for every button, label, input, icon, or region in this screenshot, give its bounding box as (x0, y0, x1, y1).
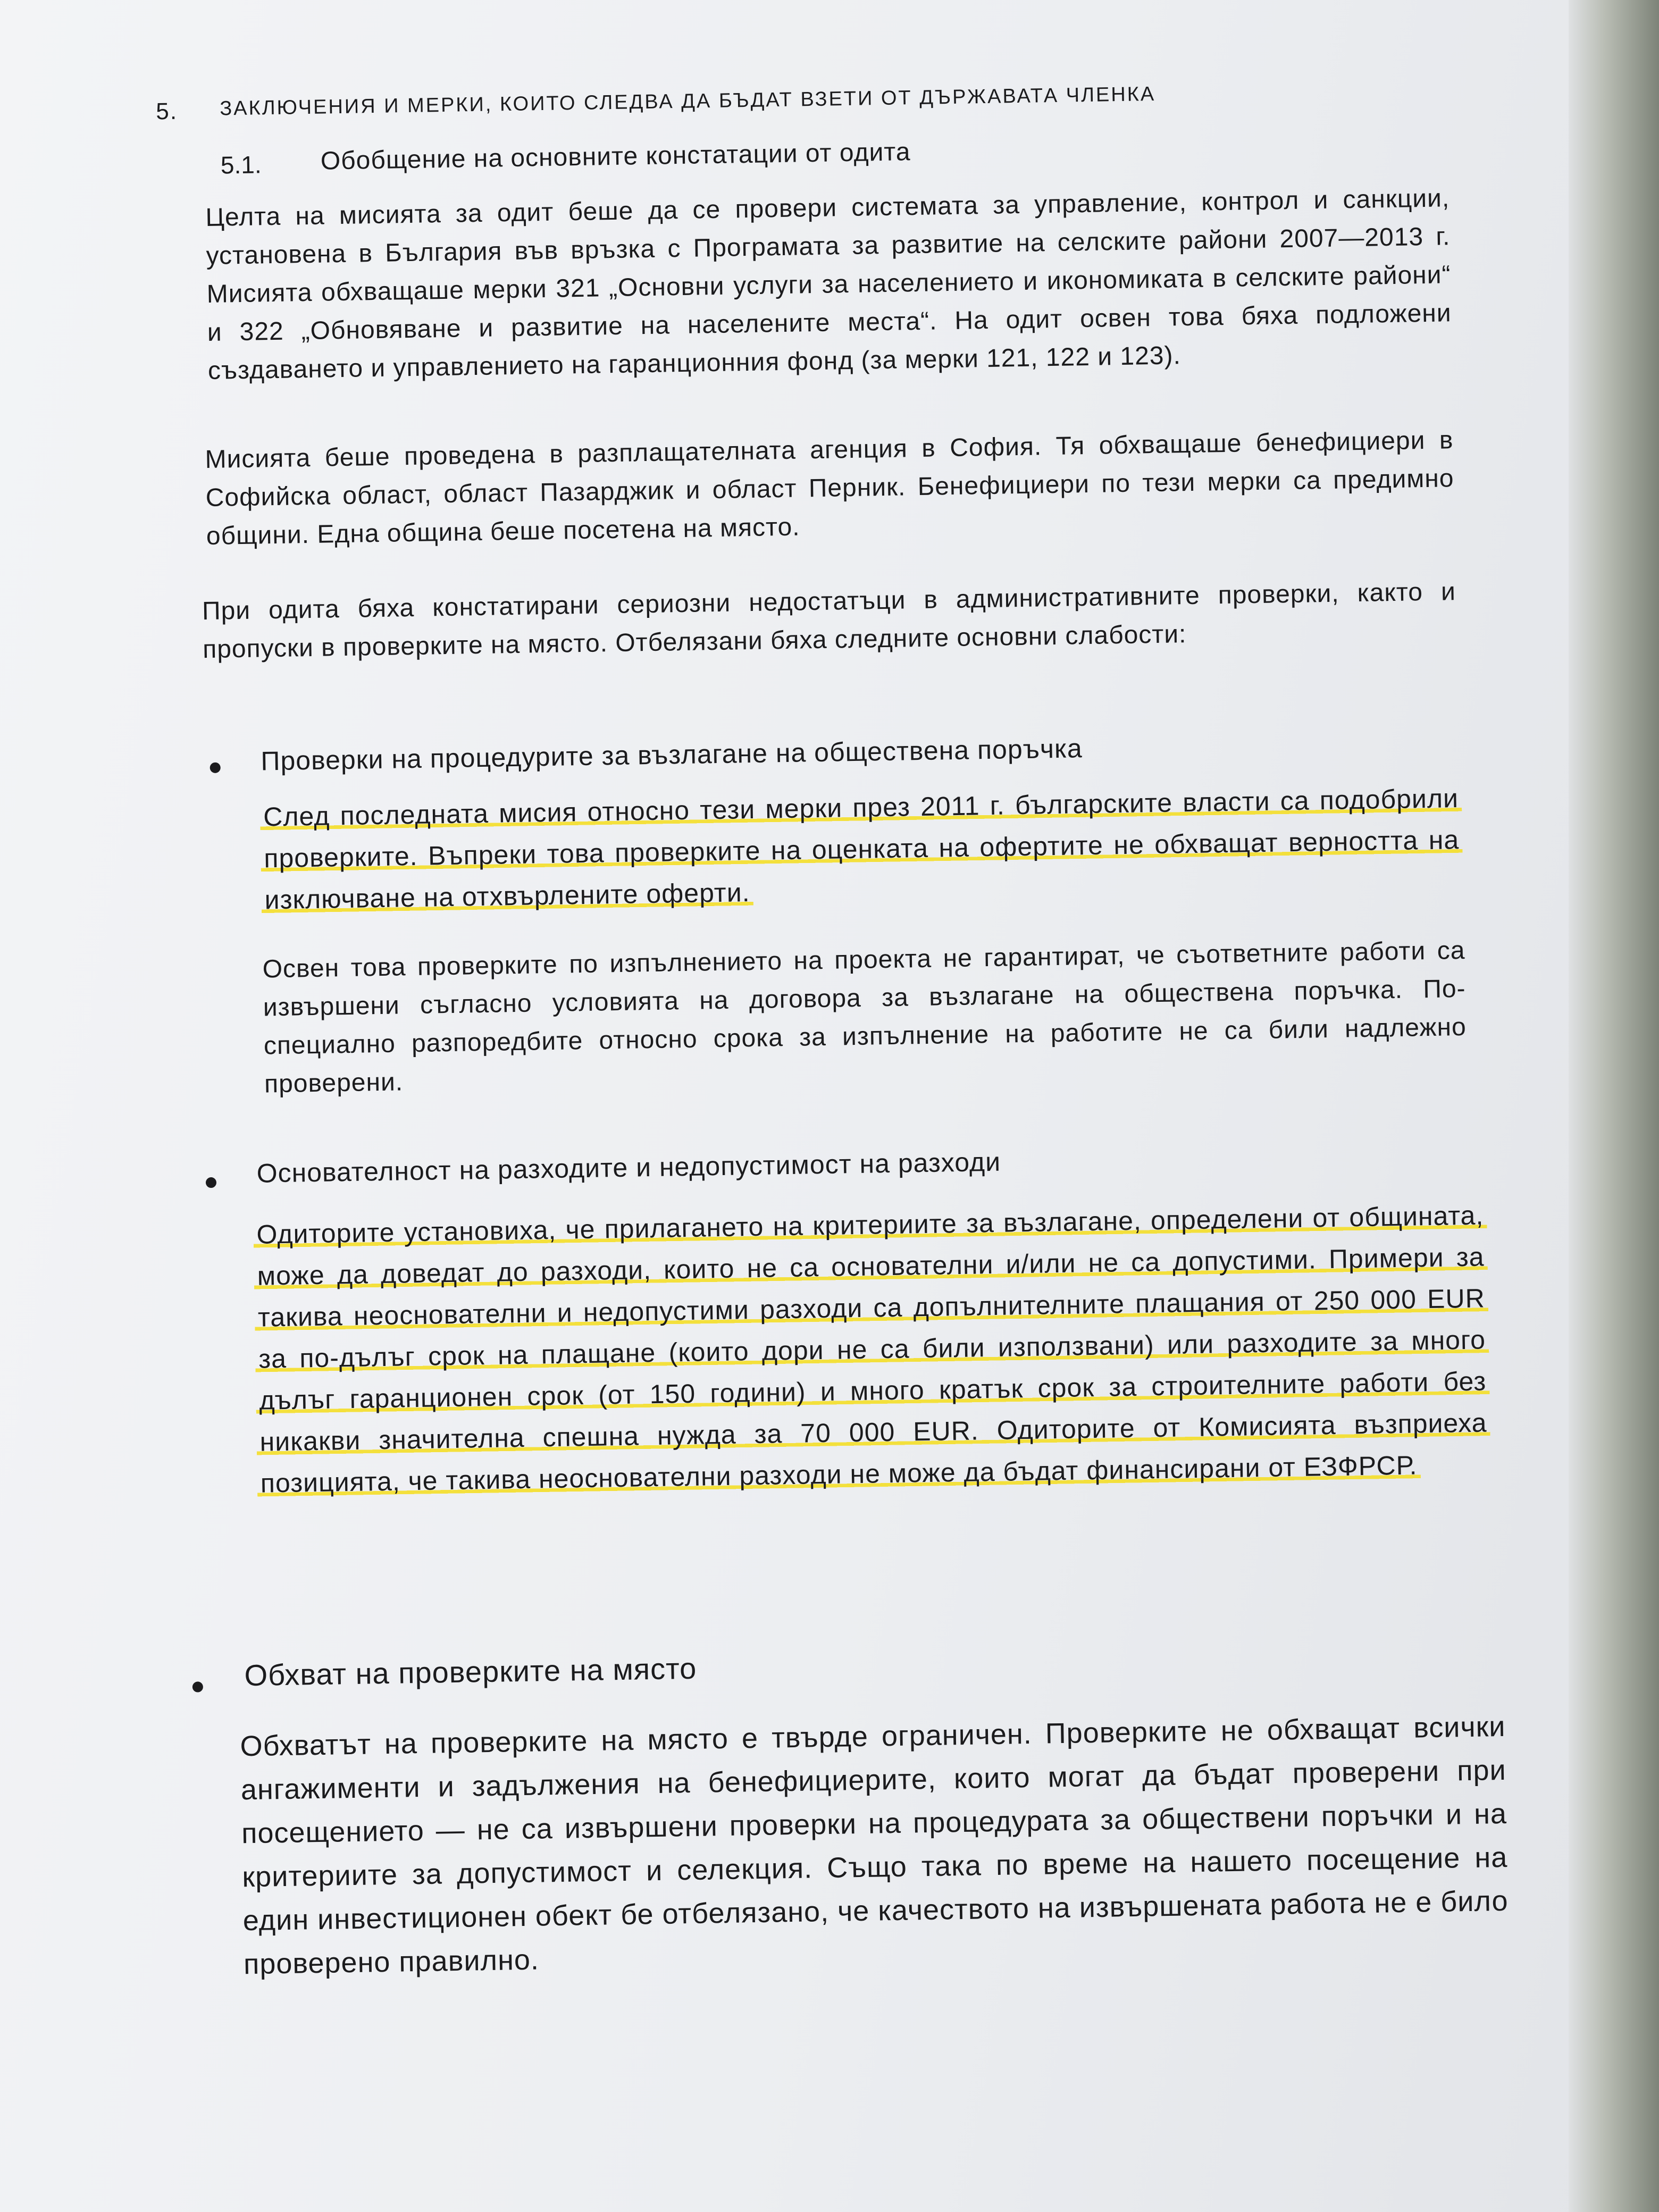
highlighted-text: След последната мисия относно тези мерки през 2011 г. българските власти са подобрили проверките. Въпреки това проверките на оценката на офертите не обхващат верността на изключване на отхвърлените оферти. (260, 783, 1463, 915)
section-number: 5. (155, 98, 178, 125)
bullet-onsite-text: Обхватът на проверките на място е твърде ограничен. Проверките не обхващат всички ангажименти и задължения на бенефициерите, които могат да бъдат проверени при посещението — не са извършени проверки на процедурата за обществени поръчки и на критериите за допустимост и селекция. Също така по време на нашето посещение на един инвестиционен обект бе отбелязано, че качеството на извършената работа не е било проверено правилно. (240, 1710, 1509, 1981)
bullet-marker (192, 1681, 203, 1692)
bullet-costs-text-highlighted (253, 1194, 1491, 1504)
bullet-heading-costs: Основателност на разходите и недопустимост на разходи (256, 1146, 1001, 1188)
page-edge-background (1569, 0, 1659, 2212)
bullet-procurement-text: Освен това проверките по изпълнението на проекта не гарантират, че съответните работи са извършени съгласно условията на договора за възлагане на обществена поръчка. По-специално разпоредбите относно срока за изпълнение на работите не са били надлежно проверени. (262, 936, 1467, 1099)
paragraph-audit-purpose: Целта на мисията за одит беше да се провери системата за управление, контрол и санкции, установена в България във връзка с Програмата за развитие на селските райони 2007—2013 г. Мисията обхващаше мерки 321 „Основни услуги за населението и икономиката в селските райони“ и 322 „Обновяване и развитие на населените места“. На одит освен това бяха подложени създаването и управлението на гаранционния фонд (за мерки 121, 122 и 123). (205, 184, 1452, 385)
bullet-marker (206, 1177, 216, 1188)
section-title: ЗАКЛЮЧЕНИЯ И МЕРКИ, КОИТО СЛЕДВА ДА БЪДАТ ВЗЕТИ ОТ ДЪРЖАВАТА ЧЛЕНКА (219, 82, 1156, 120)
bullet-heading-procurement: Проверки на процедурите за възлагане на обществена поръчка (261, 733, 1083, 776)
subsection-number: 5.1. (220, 150, 262, 179)
paragraph-findings-intro: При одита бяха констатирани сериозни недостатъци в административните проверки, както и пропуски в проверките на място. Отбелязани бяха следните основни слабости: (202, 577, 1456, 664)
bullet-procurement-text-highlighted (260, 777, 1463, 920)
subsection-title: Обобщение на основните констатации от одита (320, 138, 911, 175)
bullet-marker (210, 763, 221, 773)
highlighted-text: Одиторите установиха, че прилагането на критериите за възлагане, определени от общината, може да доведат до разходи, които не са основателни и/или не са допустими. Примери за такива неоснователни и недопустими разходи са допълнителните плащания от 250 000 EUR за по-дълъг срок на плащане (които дори не са били използвани) или разходите за много дълъг гаранционен срок (от 150 години) и много кратък срок за строителните работи без никакви значителна спешна нужда за 70 000 EUR. Одиторите от Комисията възприеха позицията, че такива неоснователни разходи не може да бъдат финансирани от ЕЗФРСР. (253, 1200, 1490, 1498)
paragraph-mission-scope: Мисията беше проведена в разплащателната агенция в София. Тя обхващаше бенефициери в Софийска област, област Пазарджик и област Перник. Бенефициери по тези мерки са предимно общини. Една община беше посетена на място. (205, 426, 1454, 551)
bullet-heading-onsite: Обхват на проверките на място (244, 1651, 697, 1692)
